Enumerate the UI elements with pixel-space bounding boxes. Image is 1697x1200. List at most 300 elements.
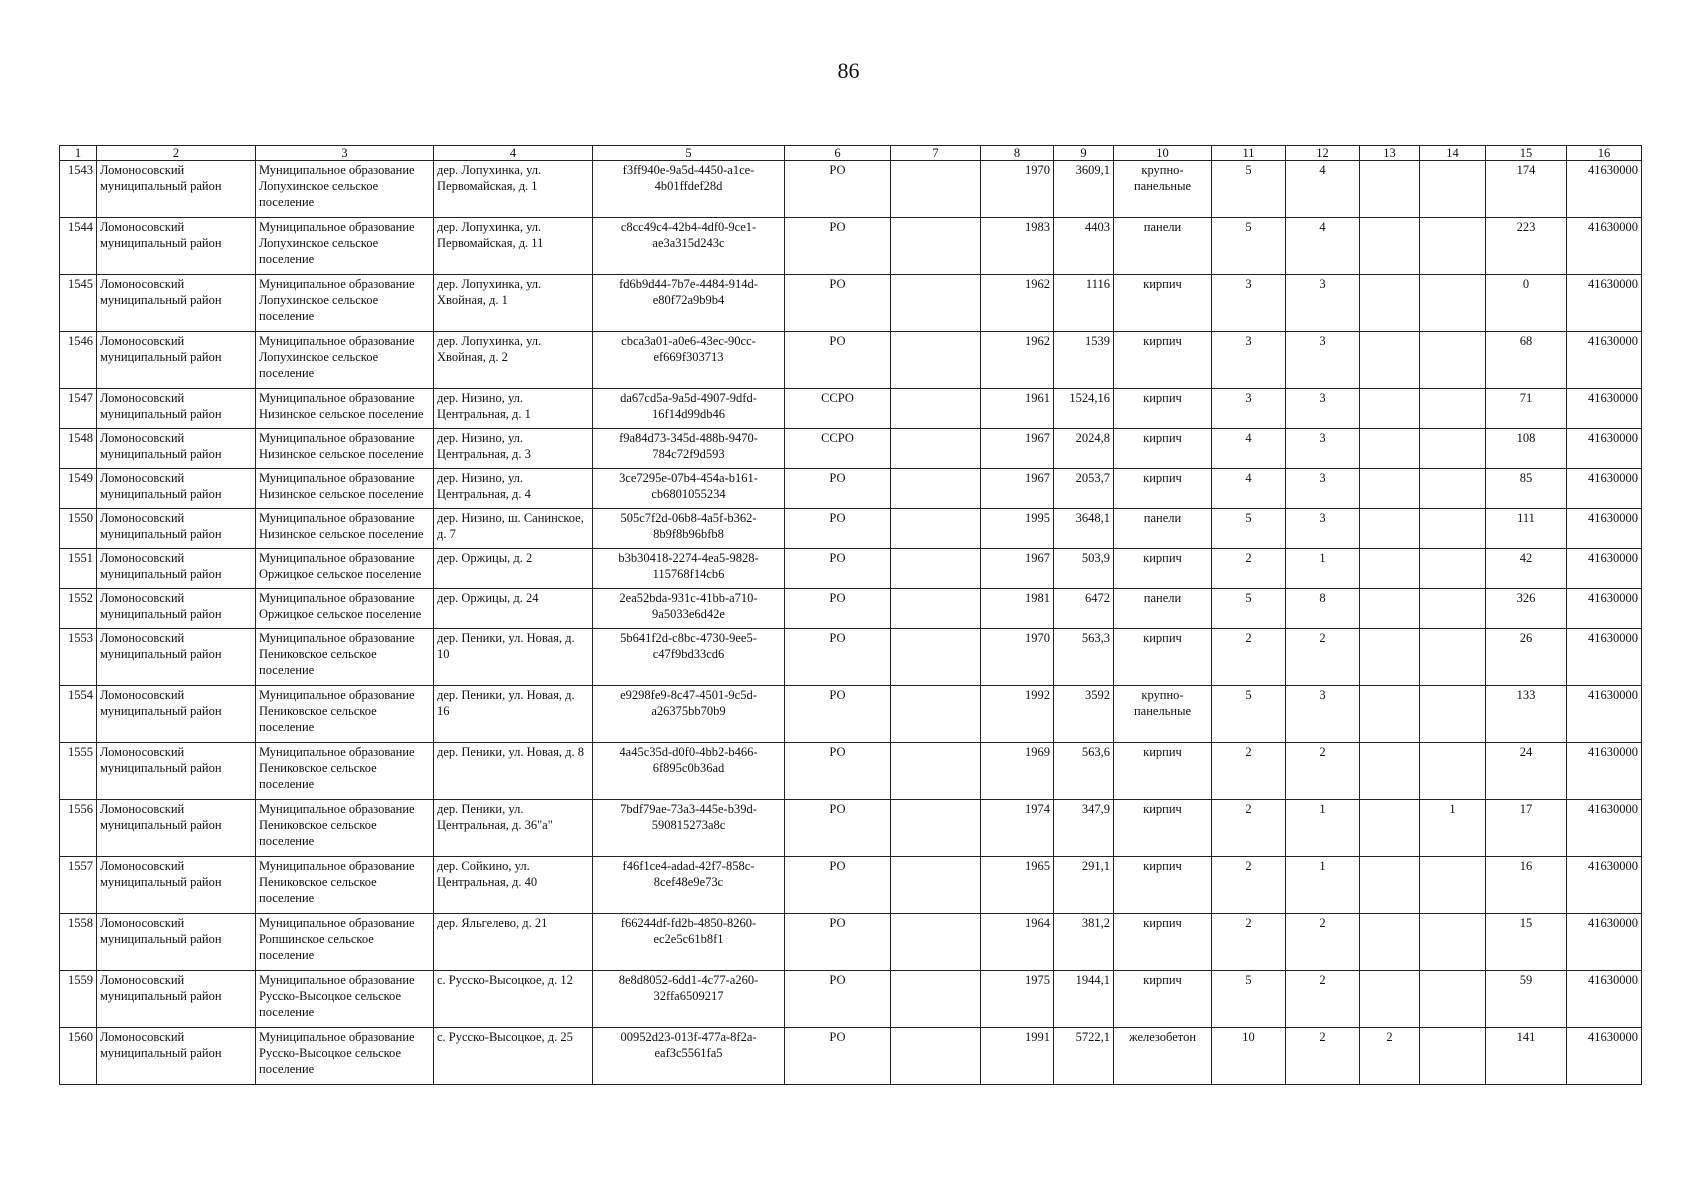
cell-col-12: 1: [1286, 800, 1360, 857]
cell-col-11: 3: [1212, 275, 1286, 332]
cell-year: 1967: [981, 469, 1054, 509]
cell-oktmo: 41630000: [1567, 429, 1642, 469]
cell-row-number: 1551: [60, 549, 97, 589]
cell-district: Ломоносовский муниципальный район: [97, 629, 256, 686]
cell-area: 1524,16: [1054, 389, 1114, 429]
cell-col-12: 2: [1286, 914, 1360, 971]
cell-col-12: 4: [1286, 218, 1360, 275]
cell-year: 1975: [981, 971, 1054, 1028]
cell-guid: f9a84d73-345d-488b-9470-784c72f9d593: [593, 429, 785, 469]
cell-oktmo: 41630000: [1567, 629, 1642, 686]
cell-col-12: 2: [1286, 971, 1360, 1028]
cell-col-14: [1420, 589, 1486, 629]
cell-district: Ломоносовский муниципальный район: [97, 161, 256, 218]
cell-col-15: 223: [1486, 218, 1567, 275]
table-row: [60, 589, 1642, 629]
cell-row-number: 1544: [60, 218, 97, 275]
cell-col-6: РО: [785, 800, 891, 857]
cell-municipality: Муниципальное образование Оржицкое сельское поселение: [256, 589, 434, 629]
cell-address: дер. Яльгелево, д. 21: [434, 914, 593, 971]
cell-col-13: [1360, 332, 1420, 389]
cell-col-13: [1360, 589, 1420, 629]
cell-row-number: 1550: [60, 509, 97, 549]
header-row: [60, 146, 1642, 161]
cell-col-12: 3: [1286, 275, 1360, 332]
cell-year: 1969: [981, 743, 1054, 800]
cell-district: Ломоносовский муниципальный район: [97, 971, 256, 1028]
cell-col-12: 8: [1286, 589, 1360, 629]
cell-address: дер. Лопухинка, ул. Хвойная, д. 1: [434, 275, 593, 332]
cell-year: 1964: [981, 914, 1054, 971]
column-header-6: 6: [785, 146, 891, 161]
cell-guid: f46f1ce4-adad-42f7-858c-8cef48e9e73c: [593, 857, 785, 914]
cell-area: 563,6: [1054, 743, 1114, 800]
cell-municipality: Муниципальное образование Низинское сельское поселение: [256, 509, 434, 549]
cell-district: Ломоносовский муниципальный район: [97, 857, 256, 914]
cell-wall-material: кирпич: [1114, 429, 1212, 469]
cell-wall-material: крупно-панельные: [1114, 161, 1212, 218]
cell-col-6: РО: [785, 589, 891, 629]
cell-col-12: 2: [1286, 1028, 1360, 1085]
cell-area: 3609,1: [1054, 161, 1114, 218]
cell-col-13: [1360, 429, 1420, 469]
cell-wall-material: кирпич: [1114, 275, 1212, 332]
column-header-4: 4: [434, 146, 593, 161]
cell-col-15: 71: [1486, 389, 1567, 429]
cell-col-11: 5: [1212, 686, 1286, 743]
cell-address: дер. Оржицы, д. 24: [434, 589, 593, 629]
cell-guid: e9298fe9-8c47-4501-9c5d-a26375bb70b9: [593, 686, 785, 743]
cell-guid: 00952d23-013f-477a-8f2a-eaf3c5561fa5: [593, 1028, 785, 1085]
column-header-9: 9: [1054, 146, 1114, 161]
cell-address: с. Русско-Высоцкое, д. 25: [434, 1028, 593, 1085]
cell-area: 1116: [1054, 275, 1114, 332]
cell-col-6: РО: [785, 971, 891, 1028]
column-header-12: 12: [1286, 146, 1360, 161]
cell-col-15: 68: [1486, 332, 1567, 389]
cell-col-6: РО: [785, 1028, 891, 1085]
cell-col-12: 1: [1286, 549, 1360, 589]
cell-col-7: [891, 429, 981, 469]
cell-col-12: 4: [1286, 161, 1360, 218]
cell-municipality: Муниципальное образование Русско-Высоцкое сельское поселение: [256, 971, 434, 1028]
cell-col-15: 26: [1486, 629, 1567, 686]
cell-col-7: [891, 509, 981, 549]
column-header-8: 8: [981, 146, 1054, 161]
cell-oktmo: 41630000: [1567, 589, 1642, 629]
cell-col-13: [1360, 800, 1420, 857]
table-row: [60, 971, 1642, 1028]
cell-district: Ломоносовский муниципальный район: [97, 1028, 256, 1085]
cell-area: 1539: [1054, 332, 1114, 389]
cell-col-14: 1: [1420, 800, 1486, 857]
table-row: [60, 857, 1642, 914]
cell-row-number: 1547: [60, 389, 97, 429]
cell-municipality: Муниципальное образование Ропшинское сельское поселение: [256, 914, 434, 971]
cell-col-14: [1420, 469, 1486, 509]
cell-col-11: 5: [1212, 161, 1286, 218]
page-number: 86: [837, 58, 860, 83]
cell-wall-material: крупно-панельные: [1114, 686, 1212, 743]
cell-address: дер. Лопухинка, ул. Первомайская, д. 11: [434, 218, 593, 275]
cell-address: дер. Пеники, ул. Центральная, д. 36"а": [434, 800, 593, 857]
cell-guid: c8cc49c4-42b4-4df0-9ce1-ae3a315d243c: [593, 218, 785, 275]
cell-col-15: 15: [1486, 914, 1567, 971]
cell-col-11: 3: [1212, 332, 1286, 389]
cell-municipality: Муниципальное образование Лопухинское сельское поселение: [256, 332, 434, 389]
cell-col-11: 4: [1212, 429, 1286, 469]
cell-municipality: Муниципальное образование Лопухинское сельское поселение: [256, 275, 434, 332]
cell-wall-material: кирпич: [1114, 469, 1212, 509]
cell-col-7: [891, 389, 981, 429]
cell-district: Ломоносовский муниципальный район: [97, 800, 256, 857]
cell-year: 1981: [981, 589, 1054, 629]
cell-wall-material: панели: [1114, 218, 1212, 275]
cell-year: 1962: [981, 332, 1054, 389]
cell-address: дер. Сойкино, ул. Центральная, д. 40: [434, 857, 593, 914]
cell-municipality: Муниципальное образование Лопухинское сельское поселение: [256, 161, 434, 218]
cell-col-11: 5: [1212, 589, 1286, 629]
column-header-1: 1: [60, 146, 97, 161]
cell-wall-material: кирпич: [1114, 800, 1212, 857]
cell-col-15: 111: [1486, 509, 1567, 549]
cell-col-7: [891, 914, 981, 971]
table-row: [60, 161, 1642, 218]
housing-registry-table: [59, 145, 1642, 1085]
cell-col-15: 0: [1486, 275, 1567, 332]
column-header-5: 5: [593, 146, 785, 161]
cell-address: дер. Пеники, ул. Новая, д. 10: [434, 629, 593, 686]
column-header-13: 13: [1360, 146, 1420, 161]
cell-col-6: РО: [785, 629, 891, 686]
cell-wall-material: кирпич: [1114, 629, 1212, 686]
cell-col-14: [1420, 389, 1486, 429]
cell-row-number: 1552: [60, 589, 97, 629]
cell-district: Ломоносовский муниципальный район: [97, 589, 256, 629]
cell-guid: da67cd5a-9a5d-4907-9dfd-16f14d99db46: [593, 389, 785, 429]
cell-col-11: 2: [1212, 857, 1286, 914]
cell-wall-material: панели: [1114, 589, 1212, 629]
table-body: [60, 161, 1642, 1085]
cell-col-6: РО: [785, 218, 891, 275]
table-row: [60, 800, 1642, 857]
table-row: [60, 218, 1642, 275]
column-header-3: 3: [256, 146, 434, 161]
cell-guid: b3b30418-2274-4ea5-9828-115768f14cb6: [593, 549, 785, 589]
cell-year: 1970: [981, 161, 1054, 218]
cell-row-number: 1559: [60, 971, 97, 1028]
cell-district: Ломоносовский муниципальный район: [97, 914, 256, 971]
cell-col-13: [1360, 971, 1420, 1028]
cell-col-7: [891, 218, 981, 275]
cell-col-12: 3: [1286, 389, 1360, 429]
cell-col-14: [1420, 429, 1486, 469]
cell-municipality: Муниципальное образование Пениковское сельское поселение: [256, 800, 434, 857]
cell-municipality: Муниципальное образование Низинское сельское поселение: [256, 429, 434, 469]
cell-address: дер. Лопухинка, ул. Первомайская, д. 1: [434, 161, 593, 218]
cell-district: Ломоносовский муниципальный район: [97, 275, 256, 332]
cell-col-7: [891, 971, 981, 1028]
cell-oktmo: 41630000: [1567, 857, 1642, 914]
cell-col-6: РО: [785, 743, 891, 800]
cell-col-13: [1360, 469, 1420, 509]
cell-col-7: [891, 629, 981, 686]
cell-oktmo: 41630000: [1567, 800, 1642, 857]
cell-oktmo: 41630000: [1567, 389, 1642, 429]
cell-col-13: [1360, 389, 1420, 429]
table-row: [60, 275, 1642, 332]
table-row: [60, 389, 1642, 429]
cell-col-7: [891, 743, 981, 800]
cell-col-6: РО: [785, 549, 891, 589]
cell-area: 4403: [1054, 218, 1114, 275]
cell-col-14: [1420, 332, 1486, 389]
cell-address: дер. Низино, ул. Центральная, д. 1: [434, 389, 593, 429]
cell-row-number: 1553: [60, 629, 97, 686]
cell-guid: f66244df-fd2b-4850-8260-ec2e5c61b8f1: [593, 914, 785, 971]
cell-row-number: 1545: [60, 275, 97, 332]
cell-oktmo: 41630000: [1567, 1028, 1642, 1085]
cell-col-7: [891, 589, 981, 629]
cell-col-6: РО: [785, 332, 891, 389]
cell-col-12: 2: [1286, 743, 1360, 800]
cell-area: 381,2: [1054, 914, 1114, 971]
cell-col-6: ССРО: [785, 429, 891, 469]
cell-address: дер. Лопухинка, ул. Хвойная, д. 2: [434, 332, 593, 389]
cell-col-15: 108: [1486, 429, 1567, 469]
cell-row-number: 1555: [60, 743, 97, 800]
cell-year: 1961: [981, 389, 1054, 429]
cell-col-7: [891, 686, 981, 743]
cell-year: 1991: [981, 1028, 1054, 1085]
cell-col-6: РО: [785, 161, 891, 218]
table-row: [60, 332, 1642, 389]
cell-year: 1992: [981, 686, 1054, 743]
cell-address: дер. Оржицы, д. 2: [434, 549, 593, 589]
cell-col-6: РО: [785, 509, 891, 549]
cell-address: дер. Низино, ул. Центральная, д. 3: [434, 429, 593, 469]
cell-municipality: Муниципальное образование Лопухинское сельское поселение: [256, 218, 434, 275]
cell-col-15: 133: [1486, 686, 1567, 743]
cell-guid: fd6b9d44-7b7e-4484-914d-e80f72a9b9b4: [593, 275, 785, 332]
cell-col-11: 4: [1212, 469, 1286, 509]
cell-district: Ломоносовский муниципальный район: [97, 743, 256, 800]
cell-oktmo: 41630000: [1567, 743, 1642, 800]
cell-row-number: 1546: [60, 332, 97, 389]
cell-address: дер. Низино, ш. Санинское, д. 7: [434, 509, 593, 549]
cell-col-7: [891, 857, 981, 914]
cell-oktmo: 41630000: [1567, 332, 1642, 389]
cell-oktmo: 41630000: [1567, 275, 1642, 332]
column-header-2: 2: [97, 146, 256, 161]
cell-address: дер. Пеники, ул. Новая, д. 8: [434, 743, 593, 800]
cell-col-14: [1420, 1028, 1486, 1085]
cell-district: Ломоносовский муниципальный район: [97, 509, 256, 549]
cell-col-15: 141: [1486, 1028, 1567, 1085]
cell-area: 6472: [1054, 589, 1114, 629]
cell-guid: f3ff940e-9a5d-4450-a1ce-4b01ffdef28d: [593, 161, 785, 218]
cell-col-15: 59: [1486, 971, 1567, 1028]
table-row: [60, 469, 1642, 509]
cell-col-6: РО: [785, 469, 891, 509]
cell-col-11: 5: [1212, 971, 1286, 1028]
cell-district: Ломоносовский муниципальный район: [97, 389, 256, 429]
cell-wall-material: кирпич: [1114, 857, 1212, 914]
cell-district: Ломоносовский муниципальный район: [97, 469, 256, 509]
cell-area: 563,3: [1054, 629, 1114, 686]
cell-district: Ломоносовский муниципальный район: [97, 429, 256, 469]
cell-col-13: [1360, 629, 1420, 686]
cell-row-number: 1556: [60, 800, 97, 857]
column-header-15: 15: [1486, 146, 1567, 161]
cell-col-15: 17: [1486, 800, 1567, 857]
table-row: [60, 629, 1642, 686]
cell-district: Ломоносовский муниципальный район: [97, 218, 256, 275]
cell-wall-material: кирпич: [1114, 389, 1212, 429]
cell-oktmo: 41630000: [1567, 218, 1642, 275]
cell-col-11: 2: [1212, 549, 1286, 589]
cell-col-12: 2: [1286, 629, 1360, 686]
cell-row-number: 1548: [60, 429, 97, 469]
cell-col-13: [1360, 275, 1420, 332]
cell-area: 3648,1: [1054, 509, 1114, 549]
column-header-14: 14: [1420, 146, 1486, 161]
cell-wall-material: кирпич: [1114, 549, 1212, 589]
cell-year: 1970: [981, 629, 1054, 686]
cell-row-number: 1558: [60, 914, 97, 971]
cell-col-12: 1: [1286, 857, 1360, 914]
table-row: [60, 914, 1642, 971]
cell-guid: 8e8d8052-6dd1-4c77-a260-32ffa6509217: [593, 971, 785, 1028]
cell-wall-material: кирпич: [1114, 971, 1212, 1028]
cell-municipality: Муниципальное образование Низинское сельское поселение: [256, 389, 434, 429]
cell-col-11: 10: [1212, 1028, 1286, 1085]
cell-oktmo: 41630000: [1567, 914, 1642, 971]
cell-col-7: [891, 275, 981, 332]
cell-col-6: РО: [785, 857, 891, 914]
cell-municipality: Муниципальное образование Русско-Высоцкое сельское поселение: [256, 1028, 434, 1085]
cell-address: дер. Низино, ул. Центральная, д. 4: [434, 469, 593, 509]
cell-col-7: [891, 469, 981, 509]
cell-col-12: 3: [1286, 686, 1360, 743]
cell-oktmo: 41630000: [1567, 686, 1642, 743]
cell-oktmo: 41630000: [1567, 971, 1642, 1028]
cell-col-11: 5: [1212, 218, 1286, 275]
cell-area: 2024,8: [1054, 429, 1114, 469]
cell-col-6: РО: [785, 275, 891, 332]
table-row: [60, 509, 1642, 549]
table-row: [60, 743, 1642, 800]
cell-wall-material: кирпич: [1114, 914, 1212, 971]
cell-col-7: [891, 161, 981, 218]
table-row: [60, 686, 1642, 743]
cell-col-11: 2: [1212, 629, 1286, 686]
cell-col-15: 174: [1486, 161, 1567, 218]
cell-col-15: 24: [1486, 743, 1567, 800]
cell-row-number: 1554: [60, 686, 97, 743]
cell-wall-material: панели: [1114, 509, 1212, 549]
cell-oktmo: 41630000: [1567, 469, 1642, 509]
cell-col-14: [1420, 629, 1486, 686]
cell-year: 1967: [981, 549, 1054, 589]
cell-col-13: [1360, 743, 1420, 800]
cell-district: Ломоносовский муниципальный район: [97, 686, 256, 743]
cell-col-15: 85: [1486, 469, 1567, 509]
cell-year: 1983: [981, 218, 1054, 275]
cell-col-14: [1420, 914, 1486, 971]
cell-guid: 5b641f2d-c8bc-4730-9ee5-c47f9bd33cd6: [593, 629, 785, 686]
cell-district: Ломоносовский муниципальный район: [97, 332, 256, 389]
cell-col-14: [1420, 161, 1486, 218]
cell-col-14: [1420, 686, 1486, 743]
cell-col-14: [1420, 743, 1486, 800]
cell-col-13: [1360, 686, 1420, 743]
cell-col-12: 3: [1286, 509, 1360, 549]
cell-col-12: 3: [1286, 332, 1360, 389]
cell-year: 1995: [981, 509, 1054, 549]
cell-area: 291,1: [1054, 857, 1114, 914]
cell-municipality: Муниципальное образование Пениковское сельское поселение: [256, 857, 434, 914]
cell-wall-material: железобетон: [1114, 1028, 1212, 1085]
cell-wall-material: кирпич: [1114, 743, 1212, 800]
cell-municipality: Муниципальное образование Оржицкое сельское поселение: [256, 549, 434, 589]
cell-municipality: Муниципальное образование Пениковское сельское поселение: [256, 629, 434, 686]
cell-col-12: 3: [1286, 469, 1360, 509]
cell-municipality: Муниципальное образование Низинское сельское поселение: [256, 469, 434, 509]
cell-row-number: 1560: [60, 1028, 97, 1085]
cell-col-7: [891, 800, 981, 857]
cell-col-11: 5: [1212, 509, 1286, 549]
cell-district: Ломоносовский муниципальный район: [97, 549, 256, 589]
cell-col-14: [1420, 509, 1486, 549]
cell-col-6: РО: [785, 914, 891, 971]
cell-col-7: [891, 332, 981, 389]
cell-oktmo: 41630000: [1567, 161, 1642, 218]
cell-row-number: 1543: [60, 161, 97, 218]
table-row: [60, 1028, 1642, 1085]
cell-oktmo: 41630000: [1567, 549, 1642, 589]
cell-col-13: [1360, 914, 1420, 971]
cell-municipality: Муниципальное образование Пениковское сельское поселение: [256, 686, 434, 743]
cell-year: 1974: [981, 800, 1054, 857]
cell-year: 1965: [981, 857, 1054, 914]
cell-col-7: [891, 1028, 981, 1085]
cell-col-14: [1420, 971, 1486, 1028]
cell-area: 2053,7: [1054, 469, 1114, 509]
cell-col-13: 2: [1360, 1028, 1420, 1085]
cell-guid: 4a45c35d-d0f0-4bb2-b466-6f895c0b36ad: [593, 743, 785, 800]
cell-col-11: 2: [1212, 914, 1286, 971]
cell-area: 347,9: [1054, 800, 1114, 857]
cell-col-15: 326: [1486, 589, 1567, 629]
column-header-10: 10: [1114, 146, 1212, 161]
cell-col-15: 42: [1486, 549, 1567, 589]
column-header-11: 11: [1212, 146, 1286, 161]
cell-wall-material: кирпич: [1114, 332, 1212, 389]
cell-col-7: [891, 549, 981, 589]
cell-col-14: [1420, 857, 1486, 914]
cell-year: 1962: [981, 275, 1054, 332]
cell-guid: 505c7f2d-06b8-4a5f-b362-8b9f8b96bfb8: [593, 509, 785, 549]
column-header-16: 16: [1567, 146, 1642, 161]
cell-col-6: ССРО: [785, 389, 891, 429]
cell-col-11: 2: [1212, 800, 1286, 857]
cell-guid: cbca3a01-a0e6-43ec-90cc-ef669f303713: [593, 332, 785, 389]
cell-col-13: [1360, 218, 1420, 275]
cell-col-13: [1360, 161, 1420, 218]
cell-guid: 3ce7295e-07b4-454a-b161-cb6801055234: [593, 469, 785, 509]
cell-oktmo: 41630000: [1567, 509, 1642, 549]
